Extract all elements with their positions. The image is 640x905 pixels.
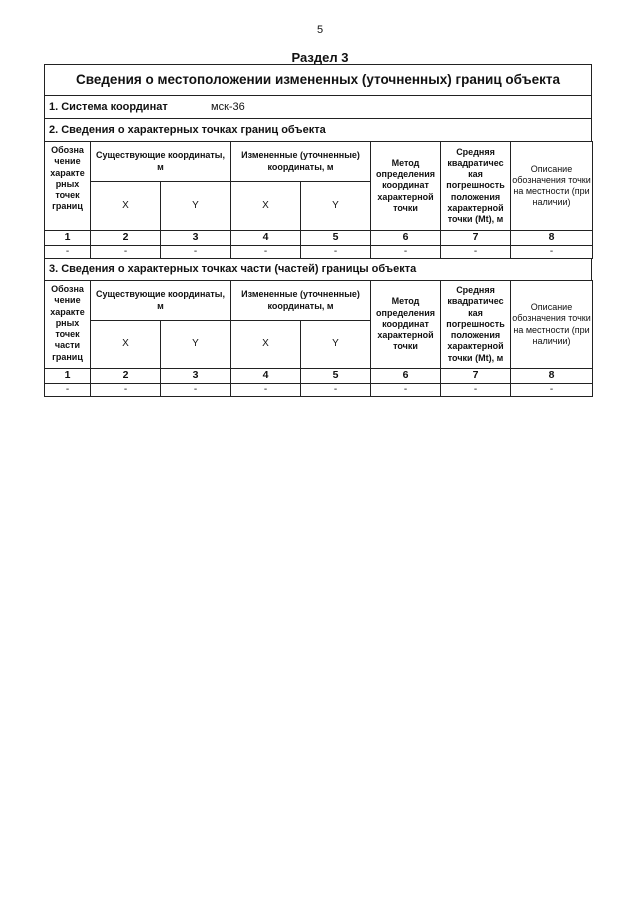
table1-data-row: [45, 246, 593, 259]
table1-existing-x: X: [91, 182, 161, 231]
table1-num-5: 5: [301, 231, 371, 246]
table2-data-row: [45, 384, 593, 397]
table2-num-1: 1: [45, 369, 91, 384]
table2-num-2: 2: [91, 369, 161, 384]
table1-col-changed: Измененные (уточненные) координаты, м: [231, 142, 371, 182]
table2-number-row: [45, 369, 593, 384]
table1-cell-3: -: [161, 246, 231, 259]
table1-changed-x: X: [231, 182, 301, 231]
table2-cell-1: -: [45, 384, 91, 397]
table1-existing-y: Y: [161, 182, 231, 231]
table1-number-row: [45, 231, 593, 246]
table1-cell-2: -: [91, 246, 161, 259]
table1-cell-8: -: [511, 246, 593, 259]
table1-cell-4: -: [231, 246, 301, 259]
table2-cell-8: -: [511, 384, 593, 397]
table1-num-7: 7: [441, 231, 511, 246]
table1-num-8: 8: [511, 231, 593, 246]
table1-col-designation: Обозна чение характе рных точек границ: [45, 142, 91, 231]
table1-col-error: Средняя квадратичес кая погрешность положения характерной точки (Mt), м: [441, 142, 511, 231]
table2-changed-x: X: [231, 321, 301, 369]
page-number: 5: [316, 24, 324, 36]
table2-col-method: Метод определения координат характерной точки: [371, 281, 441, 369]
table2-header-row: [45, 281, 593, 321]
coordinate-system-row: [44, 95, 592, 118]
table1-cell-6: -: [371, 246, 441, 259]
table1-num-4: 4: [231, 231, 301, 246]
table2-num-3: 3: [161, 369, 231, 384]
table1-num-3: 3: [161, 231, 231, 246]
table2-existing-x: X: [91, 321, 161, 369]
table1-num-1: 1: [45, 231, 91, 246]
table2-col-designation: Обозна чение характе рных точек части границ: [45, 281, 91, 369]
section-title: Раздел 3: [291, 50, 349, 65]
main-title: Сведения о местоположении измененных (уточненных) границ объекта: [44, 64, 592, 95]
table2-num-5: 5: [301, 369, 371, 384]
table2-cell-7: -: [441, 384, 511, 397]
table2-col-error: Средняя квадратичес кая погрешность положения характерной точки (Mt), м: [441, 281, 511, 369]
coordinate-system-label: 1. Система координат: [49, 101, 168, 113]
table2-cell-5: -: [301, 384, 371, 397]
table2: [44, 280, 593, 397]
table2-col-description: Описание обозначения точки на местности (при наличии): [511, 281, 593, 369]
table1-col-method: Метод определения координат характерной точки: [371, 142, 441, 231]
table2-num-7: 7: [441, 369, 511, 384]
table1-col-existing: Существующие координаты, м: [91, 142, 231, 182]
table2-col-existing: Существующие координаты, м: [91, 281, 231, 321]
table2-num-6: 6: [371, 369, 441, 384]
table1-num-6: 6: [371, 231, 441, 246]
table2-num-8: 8: [511, 369, 593, 384]
table2-cell-4: -: [231, 384, 301, 397]
table2-num-4: 4: [231, 369, 301, 384]
table1-cell-7: -: [441, 246, 511, 259]
form-frame: [44, 64, 592, 397]
table1-header-row: [45, 142, 593, 182]
table1: [44, 141, 593, 259]
table2-cell-6: -: [371, 384, 441, 397]
table1-title: 2. Сведения о характерных точках границ объекта: [44, 118, 592, 141]
table1-cell-5: -: [301, 246, 371, 259]
table1-changed-y: Y: [301, 182, 371, 231]
table2-changed-y: Y: [301, 321, 371, 369]
table2-existing-y: Y: [161, 321, 231, 369]
table2-col-changed: Измененные (уточненные) координаты, м: [231, 281, 371, 321]
table1-cell-1: -: [45, 246, 91, 259]
table1-num-2: 2: [91, 231, 161, 246]
coordinate-system-value: мск-36: [211, 101, 245, 113]
table2-cell-2: -: [91, 384, 161, 397]
table1-col-description: Описание обозначения точки на местности (при наличии): [511, 142, 593, 231]
table2-title: 3. Сведения о характерных точках части (частей) границы объекта: [44, 259, 592, 280]
table2-cell-3: -: [161, 384, 231, 397]
